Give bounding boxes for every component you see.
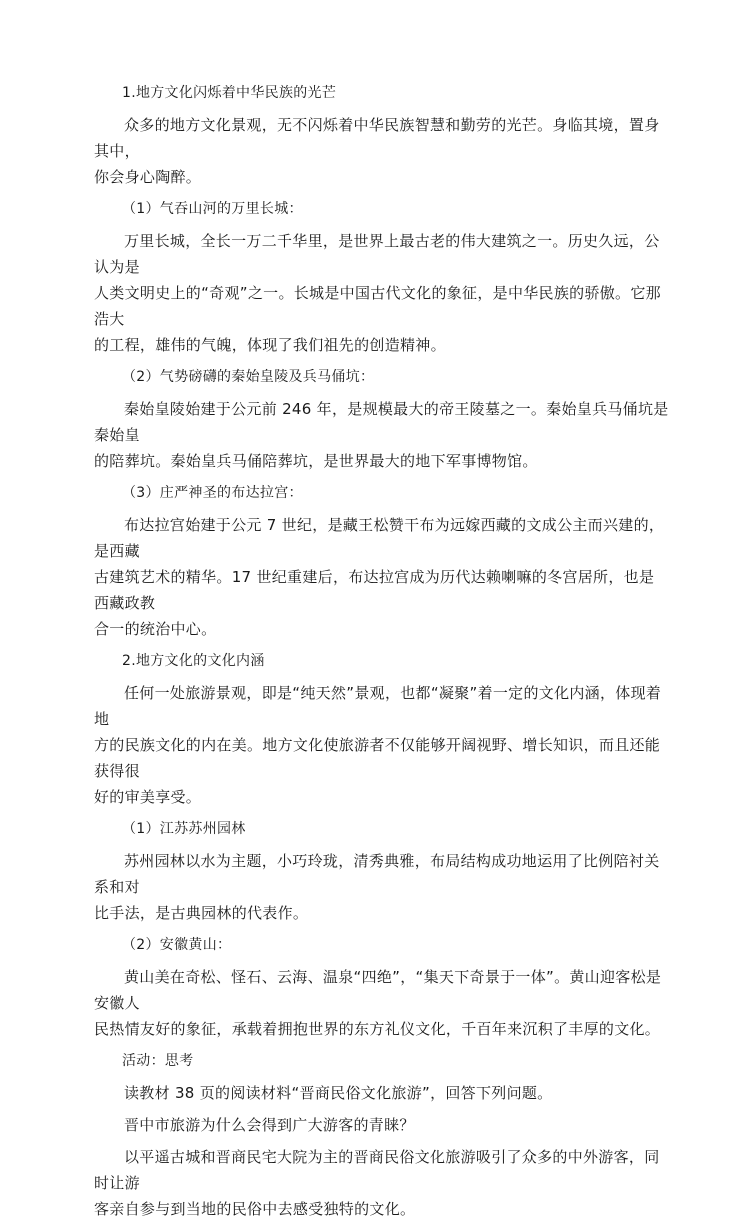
text-line: 晋中市旅游为什么会得到广大游客的青睐？ (124, 1116, 415, 1134)
subheading-qin-mausoleum (94, 364, 669, 390)
paragraph (94, 512, 669, 642)
text-line: 读教材 38 页的阅读材料“晋商民俗文化旅游”，回答下列问题。 (124, 1084, 553, 1102)
text-line: 客亲自参与到当地的民俗中去感受独特的文化。 (94, 1200, 416, 1218)
question (94, 1112, 669, 1138)
paragraph (94, 396, 669, 474)
section-heading-1 (94, 80, 669, 106)
paragraph (94, 1080, 669, 1106)
text-line: 比手法，是古典园林的代表作。 (94, 904, 309, 922)
text-line: 以平遥古城和晋商民宅大院为主的晋商民俗文化旅游吸引了众多的中外游客，同时让游 (94, 1148, 660, 1192)
text-line: 古建筑艺术的精华。17 世纪重建后，布达拉宫成为历代达赖喇嘛的冬宫居所，也是西藏政教 (94, 568, 655, 612)
text-line: 1.地方文化闪烁着中华民族的光芒 (122, 85, 337, 101)
text-line: （1）江苏苏州园林 (122, 821, 246, 837)
text-line: 秦始皇陵始建于公元前 246 年，是规模最大的帝王陵墓之一。秦始皇兵马俑坑是秦始皇 (94, 400, 669, 444)
activity-label (94, 1048, 669, 1074)
paragraph (94, 680, 669, 810)
text-line: 人类文明史上的“奇观”之一。长城是中国古代文化的象征，是中华民族的骄傲。它那浩大 (94, 284, 661, 328)
document-body (94, 80, 669, 1228)
text-line: （3）庄严神圣的布达拉宫： (122, 485, 303, 501)
text-line: 活动：思考 (122, 1053, 194, 1069)
text-line: 苏州园林以水为主题，小巧玲珑，清秀典雅，布局结构成功地运用了比例陪衬关系和对 (94, 852, 660, 896)
text-line: （2）气势磅礴的秦始皇陵及兵马俑坑： (122, 369, 375, 385)
text-line: 民热情友好的象征，承载着拥抱世界的东方礼仪文化，千百年来沉积了丰厚的文化。 (94, 1020, 661, 1038)
text-line: 的工程，雄伟的气魄，体现了我们祖先的创造精神。 (94, 336, 446, 354)
subheading-huangshan (94, 932, 669, 958)
text-line: 合一的统治中心。 (94, 620, 217, 638)
paragraph (94, 848, 669, 926)
subheading-great-wall (94, 196, 669, 222)
text-line: 的陪葬坑。秦始皇兵马俑陪葬坑，是世界最大的地下军事博物馆。 (94, 452, 538, 470)
text-line: 方的民族文化的内在美。地方文化使旅游者不仅能够开阔视野、增长知识，而且还能获得很 (94, 736, 661, 780)
section-heading-2 (94, 648, 669, 674)
text-line: 任何一处旅游景观，即是“纯天然”景观，也都“凝聚”着一定的文化内涵，体现着地 (94, 684, 662, 728)
text-line: （1）气吞山河的万里长城： (122, 201, 303, 217)
text-line: 众多的地方文化景观，无不闪烁着中华民族智慧和勤劳的光芒。身临其境，置身其中， (94, 116, 660, 160)
text-line: （2）安徽黄山： (122, 937, 232, 953)
paragraph (94, 112, 669, 190)
text-line: 万里长城，全长一万二千华里，是世界上最古老的伟大建筑之一。历史久远，公认为是 (94, 232, 660, 276)
text-line: 你会身心陶醉。 (94, 168, 202, 186)
paragraph (94, 228, 669, 358)
answer (94, 1144, 669, 1222)
text-line: 布达拉宫始建于公元 7 世纪，是藏王松赞干布为远嫁西藏的文成公主而兴建的，是西藏 (94, 516, 665, 560)
text-line: 黄山美在奇松、怪石、云海、温泉“四绝”，“集天下奇景于一体”。黄山迎客松是安徽人 (94, 968, 662, 1012)
paragraph (94, 964, 669, 1042)
subheading-potala (94, 480, 669, 506)
text-line: 2.地方文化的文化内涵 (122, 653, 265, 669)
text-line: 好的审美享受。 (94, 788, 202, 806)
subheading-suzhou (94, 816, 669, 842)
